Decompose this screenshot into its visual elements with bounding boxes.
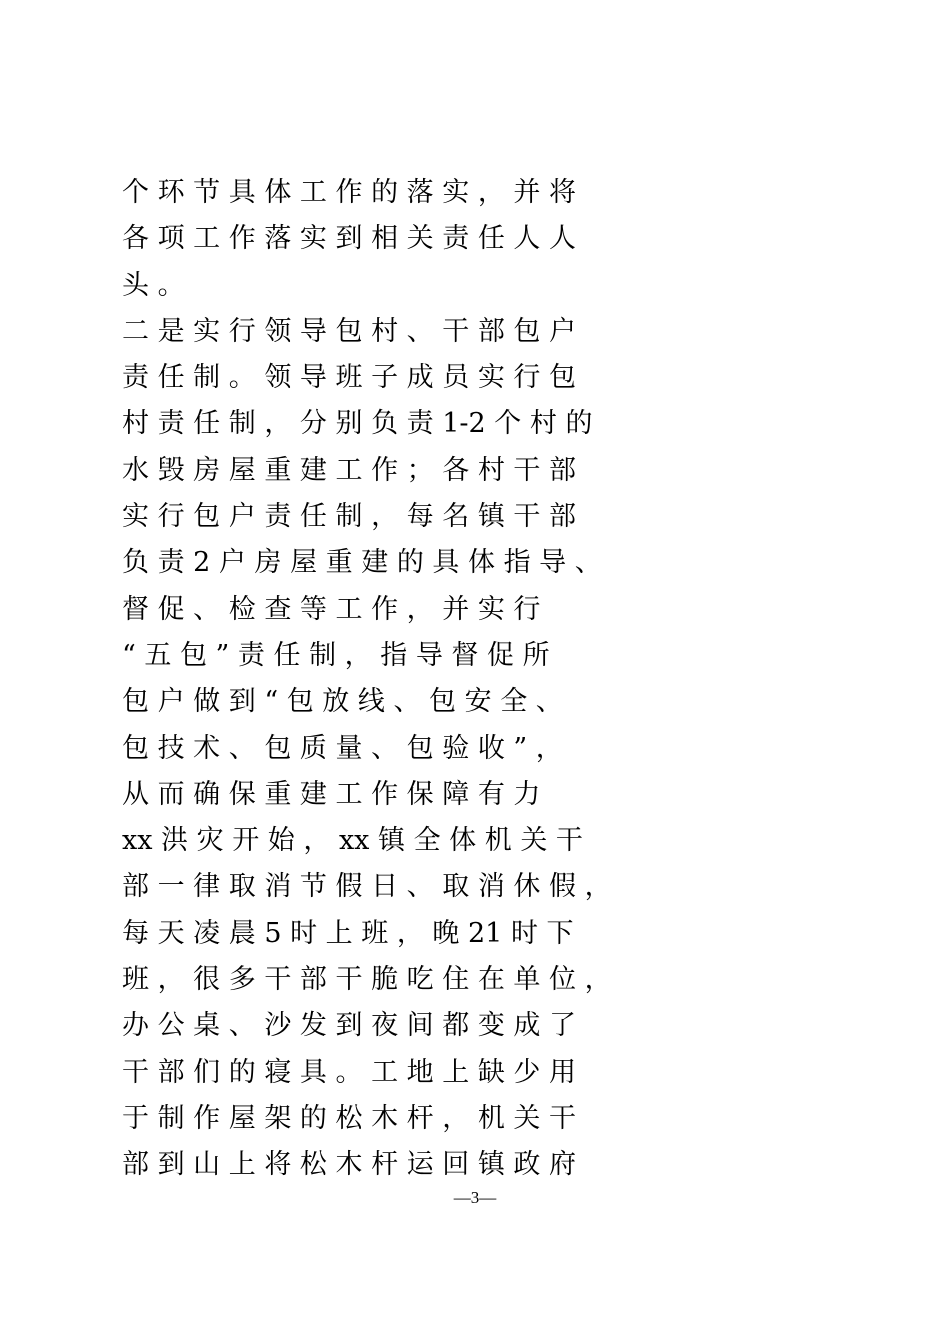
text-line: 督 促 、 检 查 等 工 作 ， 并 实 行 (122, 593, 541, 625)
text-line: 实 行 包 户 责 任 制 ， 每 名 镇 干 部 (122, 501, 576, 533)
text-line: 部 一 律 取 消 节 假 日 、 取 消 休 假 ， (122, 871, 612, 903)
text-line: 各 项 工 作 落 实 到 相 关 责 任 人 人 (122, 223, 576, 255)
text-line: 二 是 实 行 领 导 包 村 、 干 部 包 户 (122, 315, 576, 347)
text-line: 干 部 们 的 寝 具 。 工 地 上 缺 少 用 (122, 1056, 576, 1088)
text-line: 个 环 节 具 体 工 作 的 落 实 ， 并 将 (122, 177, 576, 208)
text-line: 班 ， 很 多 干 部 干 脆 吃 住 在 单 位 ， (122, 964, 612, 996)
text-line: 办 公 桌 、 沙 发 到 夜 间 都 变 成 了 (122, 1010, 576, 1042)
text-line: 于 制 作 屋 架 的 松 木 杆 ， 机 关 干 (122, 1102, 576, 1134)
text-line: 包 户 做 到 “ 包 放 线 、 包 安 全 、 (122, 686, 563, 718)
body-text (122, 170, 822, 1189)
text-line: 水 毁 房 屋 重 建 工 作 ； 各 村 干 部 (122, 454, 576, 486)
text-line: 每 天 凌 晨 5 时 上 班 ， 晚 21 时 下 (122, 917, 574, 949)
text-line: 包 技 术 、 包 质 量 、 包 验 收 ” ， (122, 732, 563, 764)
text-line: 负 责 2 户 房 屋 重 建 的 具 体 指 导 、 (122, 547, 602, 579)
text-line: xx 洪 灾 开 始 ， xx 镇 全 体 机 关 干 (122, 825, 583, 857)
text-line: “ 五 包 ” 责 任 制 ， 指 导 督 促 所 (122, 639, 550, 671)
text-line: 村 责 任 制 ， 分 别 负 责 1-2 个 村 的 (122, 408, 593, 440)
text-line: 责 任 制 。 领 导 班 子 成 员 实 行 包 (122, 362, 576, 394)
text-line: 头 。 (122, 269, 185, 301)
page-number: —3— (453, 1188, 497, 1207)
text-line: 部 到 山 上 将 松 木 杆 运 回 镇 政 府 (122, 1149, 576, 1181)
text-line: 从 而 确 保 重 建 工 作 保 障 有 力 (122, 778, 541, 810)
